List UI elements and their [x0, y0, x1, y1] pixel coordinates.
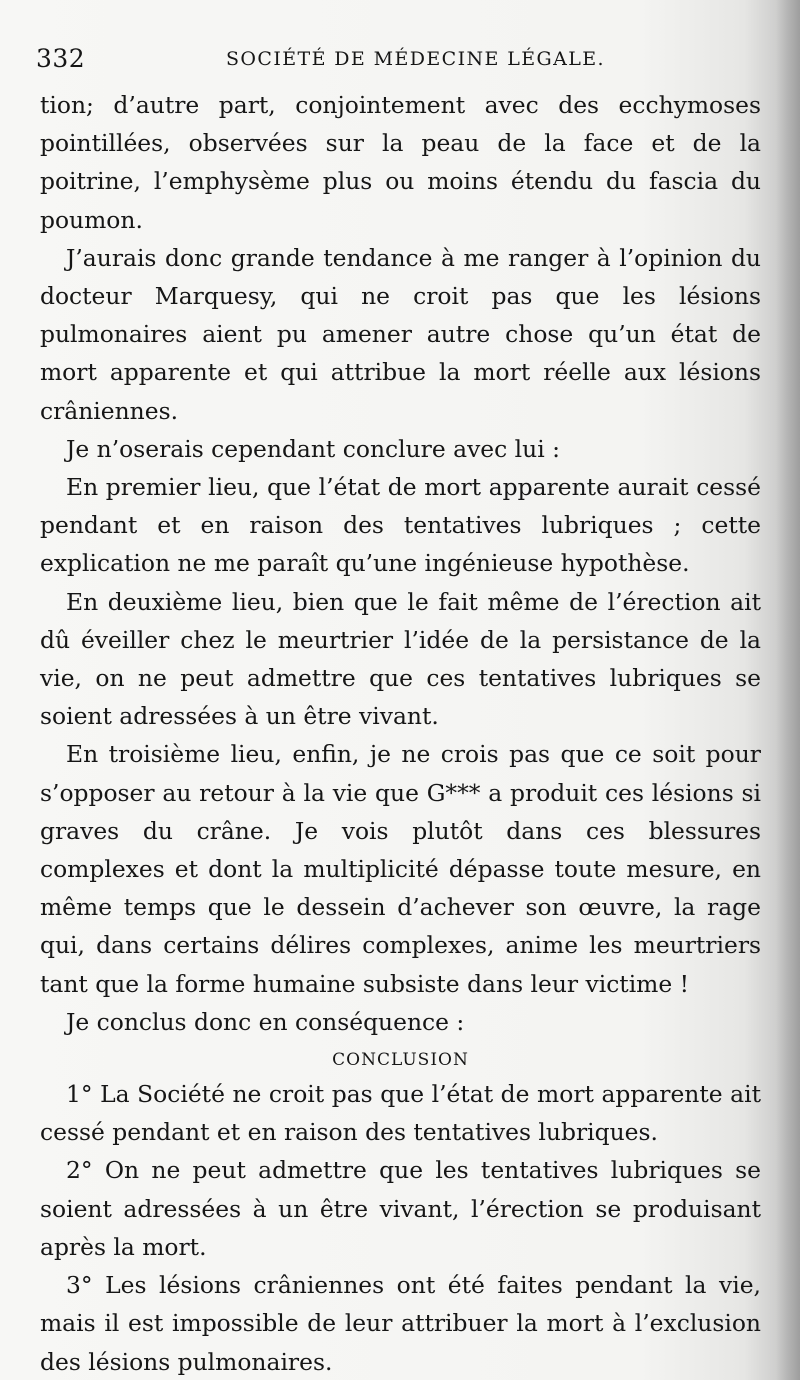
body-text: [40, 86, 761, 1380]
page-header: [36, 44, 756, 78]
paragraph: J’aurais donc grande tendance à me ranger à l’opinion du docteur Marquesy, qui ne croit pas que les lésions pulmonaires aient pu amener autre chose qu’un état de mort apparente et qui attribue la mort réelle aux lésions crâniennes.: [40, 243, 761, 425]
conclusion-item: 3° Les lésions crâniennes ont été faites pendant la vie, mais il est impossible de leur attribuer la mort à l’exclusion des lésions pulmonaires.: [40, 1271, 761, 1376]
page-number: 332: [36, 44, 86, 73]
conclusion-item: 2° On ne peut admettre que les tentatives lubriques se soient adressées à un être vivant, l’érection se produisant après la mort.: [40, 1156, 761, 1261]
paragraph: En troisième lieu, enfin, je ne crois pas que ce soit pour s’opposer au retour à la vie que G*** a produit ces lésions si graves du crâne. Je vois plutôt dans ces blessures complexes et dont la multiplicité dépasse toute mesure, en même temps que le dessein d’achever son œuvre, la rage qui, dans certains délires complexes, anime les meurtriers tant que la forme humaine subsiste dans leur victime !: [40, 740, 761, 998]
paragraph: En deuxième lieu, bien que le fait même de l’érection ait dû éveiller chez le meurtrier l’idée de la persistance de la vie, on ne peut admettre que ces tentatives lubriques se soient adressées à un être vivant.: [40, 587, 761, 731]
paragraph: tion; d’autre part, conjointement avec des ecchymoses pointillées, observées sur la peau de la face et de la poitrine, l’emphysème plus ou moins étendu du fascia du poumon.: [40, 91, 761, 234]
paragraph: Je n’oserais cependant conclure avec lui :: [66, 434, 561, 463]
page-edge-shadow: [776, 0, 800, 1380]
conclusion-item: 1° La Société ne croit pas que l’état de mort apparente ait cessé pendant et en raison des tentatives lubriques.: [40, 1080, 761, 1147]
conclusion-heading: CONCLUSION: [332, 1050, 469, 1071]
paragraph: En premier lieu, que l’état de mort apparente aurait cessé pendant et en raison des tentatives lubriques ; cette explication ne me paraît qu’une ingénieuse hypothèse.: [40, 473, 761, 578]
conclusion-list: [40, 1075, 761, 1380]
paragraph: Je conclus donc en conséquence :: [66, 1007, 465, 1036]
running-title: SOCIÉTÉ DE MÉDECINE LÉGALE.: [226, 48, 605, 70]
